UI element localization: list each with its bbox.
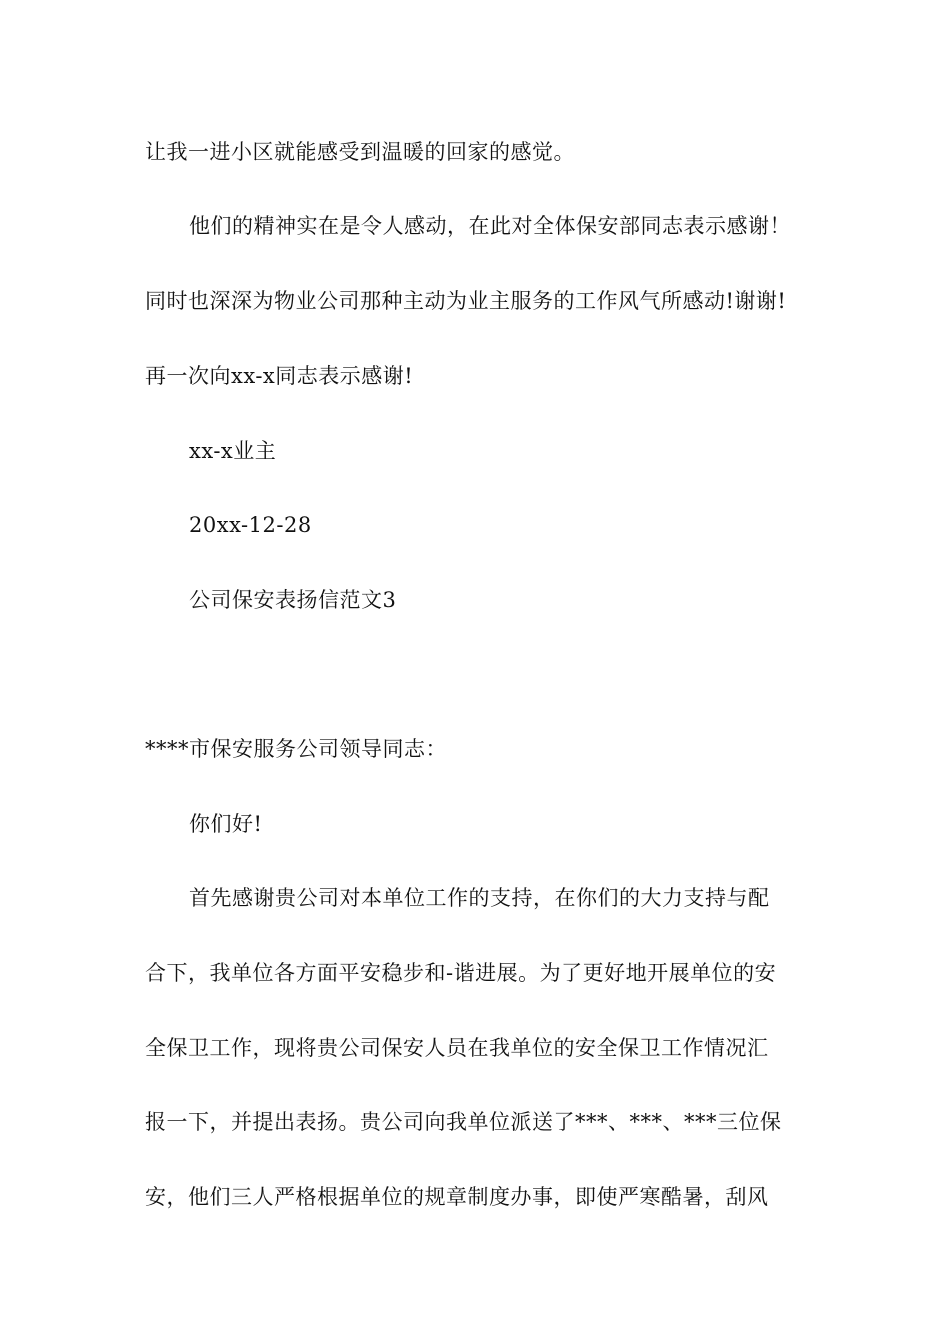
paragraph-line: 合下，我单位各方面平安稳步和-谐进展。为了更好地开展单位的安 [145, 961, 777, 985]
date-line: 20xx-12-28 [189, 513, 312, 537]
greeting-line: 你们好! [189, 812, 263, 836]
paragraph-line: 报一下，并提出表扬。贵公司向我单位派送了***、***、***三位保 [145, 1110, 782, 1134]
paragraph-line: 首先感谢贵公司对本单位工作的支持，在你们的大力支持与配 [189, 886, 770, 910]
salutation-line: ****市保安服务公司领导同志： [145, 737, 447, 761]
paragraph-line: 全保卫工作，现将贵公司保安人员在我单位的安全保卫工作情况汇 [145, 1036, 769, 1060]
paragraph-line: 安，他们三人严格根据单位的规章制度办事，即使严寒酷暑，刮风 [145, 1185, 769, 1209]
paragraph-line: 再一次向xx-x同志表示感谢! [145, 364, 414, 388]
paragraph-line: 同时也深深为物业公司那种主动为业主服务的工作风气所感动!谢谢! [145, 289, 787, 313]
signature-line: xx-x业主 [189, 439, 277, 463]
section-title: 公司保安表扬信范文3 [189, 588, 397, 612]
paragraph-line: 他们的精神实在是令人感动，在此对全体保安部同志表示感谢！ [189, 214, 791, 238]
paragraph-line: 让我一进小区就能感受到温暖的回家的感觉。 [145, 140, 575, 164]
